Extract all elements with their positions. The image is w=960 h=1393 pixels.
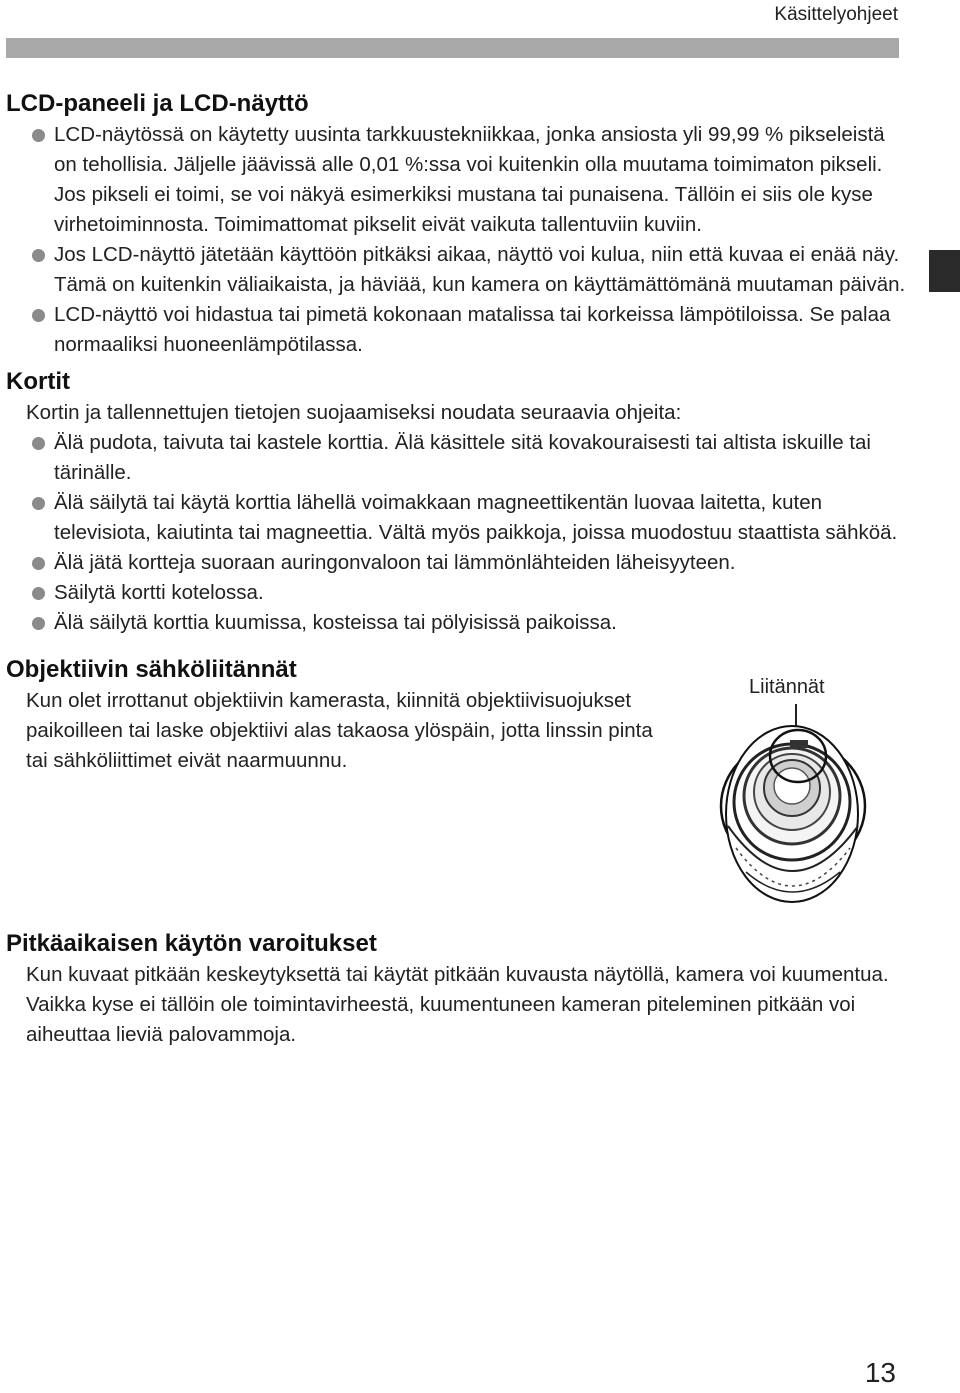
bullet-icon xyxy=(32,249,45,262)
list-item: Älä säilytä tai käytä korttia lähellä voimakkaan magneettikentän luovaa laitetta, kuten televisiota, kaiutinta tai magneettia. Vältä myös paikkoja, joissa muodostuu staattista sähköä. xyxy=(6,488,906,548)
lens-mount-illustration xyxy=(706,676,896,916)
lcd-bullet-list xyxy=(6,120,906,360)
section-cards xyxy=(6,366,906,638)
bullet-icon xyxy=(32,497,45,510)
section-heading-lcd: LCD-paneeli ja LCD-näyttö xyxy=(6,90,309,117)
bullet-icon xyxy=(32,309,45,322)
long-use-paragraph: Kun kuvaat pitkään keskeytyksettä tai käytät pitkään kuvausta näytöllä, kamera voi kuumentua. Vaikka kyse ei tällöin ole toimintavirheestä, kuumentuneen kameran piteleminen pitkään voi aiheuttaa lieviä palovammoja. xyxy=(26,963,889,1046)
list-item: Älä säilytä korttia kuumissa, kosteissa tai pölyisissä paikoissa. xyxy=(6,608,906,638)
section-heading-lens: Objektiivin sähköliitännät xyxy=(6,656,297,683)
section-heading-long-use: Pitkäaikaisen käytön varoitukset xyxy=(6,930,377,957)
figure-label-contacts: Liitännät xyxy=(749,676,825,698)
running-header: Käsittelyohjeet xyxy=(774,4,898,25)
page-number: 13 xyxy=(864,1357,896,1388)
bullet-icon xyxy=(32,557,45,570)
section-long-use xyxy=(6,928,906,1050)
list-item: Jos LCD-näyttö jätetään käyttöön pitkäksi aikaa, näyttö voi kulua, niin että kuvaa ei enää näy. Tämä on kuitenkin väliaikaista, ja häviää, kun kamera on käyttämättömänä muutaman päivän. xyxy=(6,240,906,300)
bullet-icon xyxy=(32,437,45,450)
list-item: LCD-näyttö voi hidastua tai pimetä kokonaan matalissa tai korkeissa lämpötiloissa. Se palaa normaaliksi huoneenlämpötilassa. xyxy=(6,300,906,360)
cards-intro: Kortin ja tallennettujen tietojen suojaamiseksi noudata seuraavia ohjeita: xyxy=(26,401,682,424)
section-lens-contacts xyxy=(6,654,906,928)
lens-contacts-figure xyxy=(706,676,896,916)
section-heading-cards: Kortit xyxy=(6,368,70,395)
list-item: LCD-näytössä on käytetty uusinta tarkkuustekniikkaa, jonka ansiosta yli 99,99 % pikseleistä on tehollisia. Jäljelle jäävissä alle 0,01 %:ssa voi kuitenkin olla muutama toimimaton pikseli. Jos pikseli ei toimi, se voi näkyä esimerkiksi mustana tai punaisena. Tällöin ei siis ole kyse virhetoiminnosta. Toimimattomat pikselit eivät vaikuta tallentuviin kuviin. xyxy=(6,120,906,240)
header-bar xyxy=(6,38,899,58)
bullet-icon xyxy=(32,129,45,142)
section-lcd xyxy=(6,88,906,360)
lens-paragraph: Kun olet irrottanut objektiivin kamerasta, kiinnitä objektiivisuojukset paikoilleen tai laske objektiivi alas takaosa ylöspäin, jotta linssin pinta tai sähköliittimet eivät naarmuunnu. xyxy=(26,689,653,772)
chapter-tab-marker xyxy=(929,250,960,292)
list-item: Älä pudota, taivuta tai kastele korttia. Älä käsittele sitä kovakouraisesti tai altista iskuille tai tärinälle. xyxy=(6,428,906,488)
page-content xyxy=(6,88,906,1050)
list-item: Älä jätä kortteja suoraan auringonvaloon tai lämmönlähteiden läheisyyteen. xyxy=(6,548,906,578)
bullet-icon xyxy=(32,617,45,630)
cards-bullet-list xyxy=(6,428,906,638)
list-item: Säilytä kortti kotelossa. xyxy=(6,578,906,608)
bullet-icon xyxy=(32,587,45,600)
